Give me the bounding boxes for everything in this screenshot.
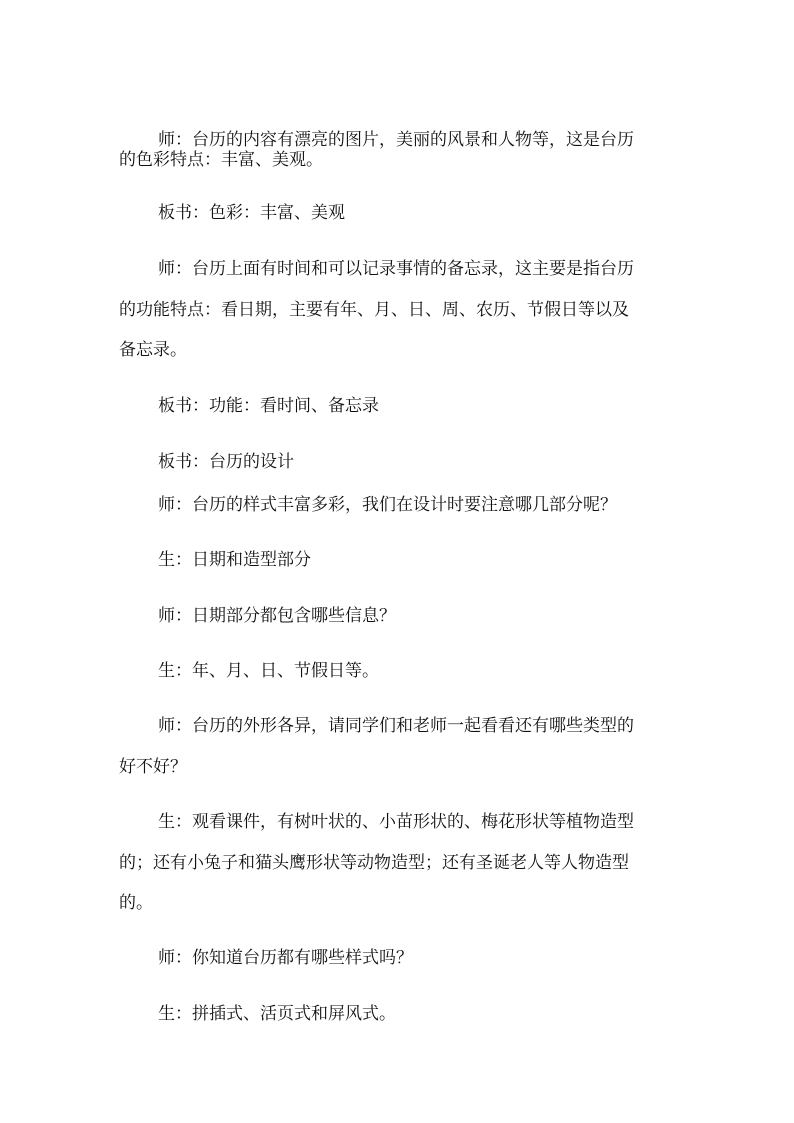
- text-line-3: 板书：色彩：丰富、美观: [158, 203, 345, 223]
- text-line-17: 的。: [119, 893, 153, 913]
- text-line-5: 的功能特点：看日期，主要有年、月、日、周、农历、节假日等以及: [119, 300, 629, 320]
- text-line-19: 生：拼插式、活页式和屏风式。: [158, 1004, 396, 1024]
- text-line-14: 好不好？: [119, 757, 187, 777]
- text-line-9: 师：台历的样式丰富多彩，我们在设计时要注意哪几部分呢？: [158, 495, 617, 515]
- text-line-12: 生：年、月、日、节假日等。: [158, 661, 379, 681]
- text-line-13: 师：台历的外形各异，请同学们和老师一起看看还有哪些类型的: [158, 716, 634, 736]
- text-line-15: 生：观看课件，有树叶状的、小苗形状的、梅花形状等植物造型: [158, 812, 634, 832]
- text-line-16: 的；还有小兔子和猫头鹰形状等动物造型；还有圣诞老人等人物造型: [119, 853, 629, 873]
- text-line-11: 师：日期部分都包含哪些信息？: [158, 606, 396, 626]
- text-line-18: 师：你知道台历都有哪些样式吗？: [158, 948, 413, 968]
- text-line-2: 的色彩特点：丰富、美观。: [119, 150, 323, 170]
- text-line-1: 师：台历的内容有漂亮的图片，美丽的风景和人物等，这是台历: [158, 130, 634, 150]
- text-line-7: 板书：功能：看时间、备忘录: [158, 396, 379, 416]
- text-line-6: 备忘录。: [119, 340, 187, 360]
- text-line-10: 生：日期和造型部分: [158, 550, 311, 570]
- text-line-8: 板书：台历的设计: [158, 452, 294, 472]
- text-line-4: 师：台历上面有时间和可以记录事情的备忘录，这主要是指台历: [158, 259, 634, 279]
